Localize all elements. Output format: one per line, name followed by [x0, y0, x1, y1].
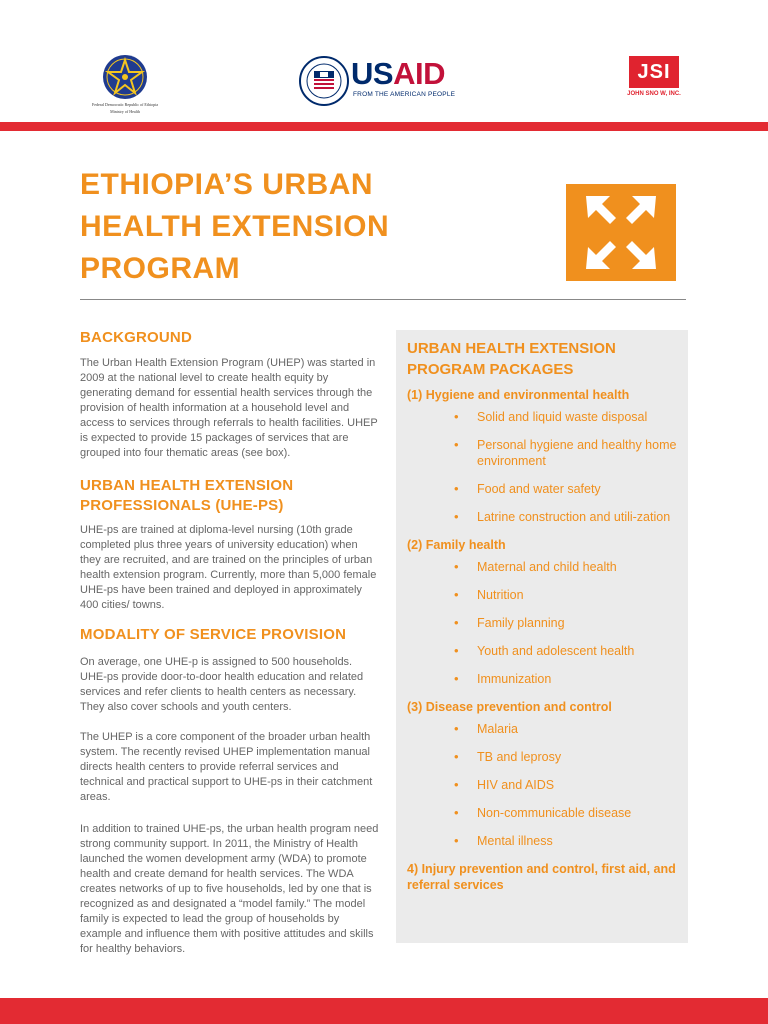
- list-item: • Solid and liquid waste disposal: [454, 409, 648, 424]
- page-title: ETHIOPIA’S URBAN HEALTH EXTENSION PROGRAM: [80, 168, 390, 285]
- list-item-label: Nutrition: [477, 588, 524, 602]
- jsi-name: JOHN SNO W, INC.: [627, 91, 681, 97]
- bottom-red-band: [0, 998, 768, 1024]
- uhe-professionals-text: UHE-ps are trained at diploma-level nursing (10th grade completed plus three years of university education) when they are recruited, and are trained on the principles of urban health extension program. Currently, more than 5,000 female UHE-ps have been trained and deployed in approximately 400 cities/ towns.: [80, 524, 377, 611]
- ethiopia-moh-logo: [80, 54, 170, 114]
- package-heading-family: (2) Family health: [407, 538, 506, 552]
- list-item-label: Family planning: [477, 616, 565, 630]
- list-item-label: Mental illness: [477, 834, 553, 848]
- program-packages-box: [396, 330, 688, 943]
- list-item: • Maternal and child health: [454, 559, 617, 574]
- background-text: The Urban Health Extension Program (UHEP) was started in 2009 at the national level to create health equity by generating demand for essential health services through the provision of health information at a household level and access to services through referrals to health facilities. UHEP is expected to provide 15 packages of services that are grouped into four thematic areas (see box).: [80, 357, 378, 459]
- list-item-label: HIV and AIDS: [477, 778, 555, 792]
- list-item-label: Food and water safety: [477, 482, 601, 496]
- packages-box-title: URBAN HEALTH EXTENSION PROGRAM PACKAGES: [407, 340, 616, 378]
- usaid-logo: [299, 56, 469, 106]
- list-item: • Family planning: [454, 615, 565, 630]
- jsi-logo: [618, 56, 690, 97]
- package-heading-injury: 4) Injury prevention and control, first aid, and referral services: [407, 862, 676, 892]
- list-item-label: Latrine construction and utili-zation: [477, 510, 671, 524]
- package-list-disease: [407, 721, 678, 849]
- list-item: • Personal hygiene and healthy home environment: [454, 437, 677, 468]
- background-heading: BACKGROUND: [80, 329, 192, 346]
- list-item: • Food and water safety: [454, 481, 601, 496]
- usaid-aid-text: AID: [393, 56, 445, 91]
- package-list-hygiene: [407, 409, 678, 525]
- list-item: • Mental illness: [454, 833, 553, 848]
- modality-paragraph-2: The UHEP is a core component of the broader urban health system. The recently revised UHEP implementation manual directs health centers to provide referral services and technical and practical support to UHE-ps in their catchment areas.: [80, 731, 373, 803]
- list-item-label: Malaria: [477, 722, 518, 736]
- list-item-label: Solid and liquid waste disposal: [477, 410, 648, 424]
- list-item: • Youth and adolescent health: [454, 643, 635, 658]
- modality-paragraph-3: In addition to trained UHE-ps, the urban health program need strong community support. In 2011, the Ministry of Health launched the women development army (WDA) to promote health and create demand for health services. The WDA creates networks of up to five households, led by one that is recognized as and designated a “model family.” The model family is expected to lead the group of households by example and influence them with positive attitudes and skills for healthy behaviors.: [80, 823, 379, 955]
- modality-heading: MODALITY OF SERVICE PROVISION: [80, 626, 347, 643]
- list-item: • Latrine construction and utili-zation: [454, 509, 671, 524]
- list-item: • Malaria: [454, 721, 518, 736]
- package-heading-hygiene: (1) Hygiene and environmental health: [407, 388, 630, 402]
- list-item-label: Non-communicable disease: [477, 806, 632, 820]
- jsi-mark-text: JSI: [637, 61, 671, 83]
- ethiopia-caption-line2: Ministry of Health: [110, 109, 140, 114]
- list-item-label: Youth and adolescent health: [477, 644, 635, 658]
- list-item-label: TB and leprosy: [477, 750, 562, 764]
- package-heading-disease: (3) Disease prevention and control: [407, 700, 612, 714]
- usaid-us-text: US: [351, 56, 394, 91]
- usaid-seal-icon: [299, 56, 349, 106]
- expand-arrows-icon: [566, 184, 676, 281]
- left-column: [80, 328, 380, 957]
- usaid-tagline: FROM THE AMERICAN PEOPLE: [353, 91, 456, 98]
- modality-paragraph-1: On average, one UHE-p is assigned to 500 households. UHE-ps provide door-to-door health education and related services and refer clients to health centers as necessary. They also cover schools and youth centers.: [80, 656, 364, 713]
- top-red-band: [0, 122, 768, 131]
- list-item-label: Maternal and child health: [477, 560, 617, 574]
- list-item-label: Personal hygiene and healthy home environment: [477, 438, 677, 468]
- title-divider: [80, 299, 686, 300]
- list-item: • TB and leprosy: [454, 749, 562, 764]
- uhe-professionals-heading: URBAN HEALTH EXTENSION PROFESSIONALS (UHE-PS): [80, 477, 294, 514]
- list-item: • Non-communicable disease: [454, 805, 632, 820]
- list-item: • Nutrition: [454, 587, 524, 602]
- usaid-wordmark: [351, 58, 445, 90]
- ethiopia-caption-line1: Federal Democratic Republic of Ethiopia: [92, 102, 158, 107]
- list-item: • Immunization: [454, 671, 552, 686]
- package-list-family: [407, 559, 678, 687]
- list-item-label: Immunization: [477, 672, 552, 686]
- header: [0, 0, 768, 122]
- jsi-mark: [629, 56, 679, 88]
- list-item: • HIV and AIDS: [454, 777, 555, 792]
- ethiopia-emblem-icon: [102, 54, 148, 100]
